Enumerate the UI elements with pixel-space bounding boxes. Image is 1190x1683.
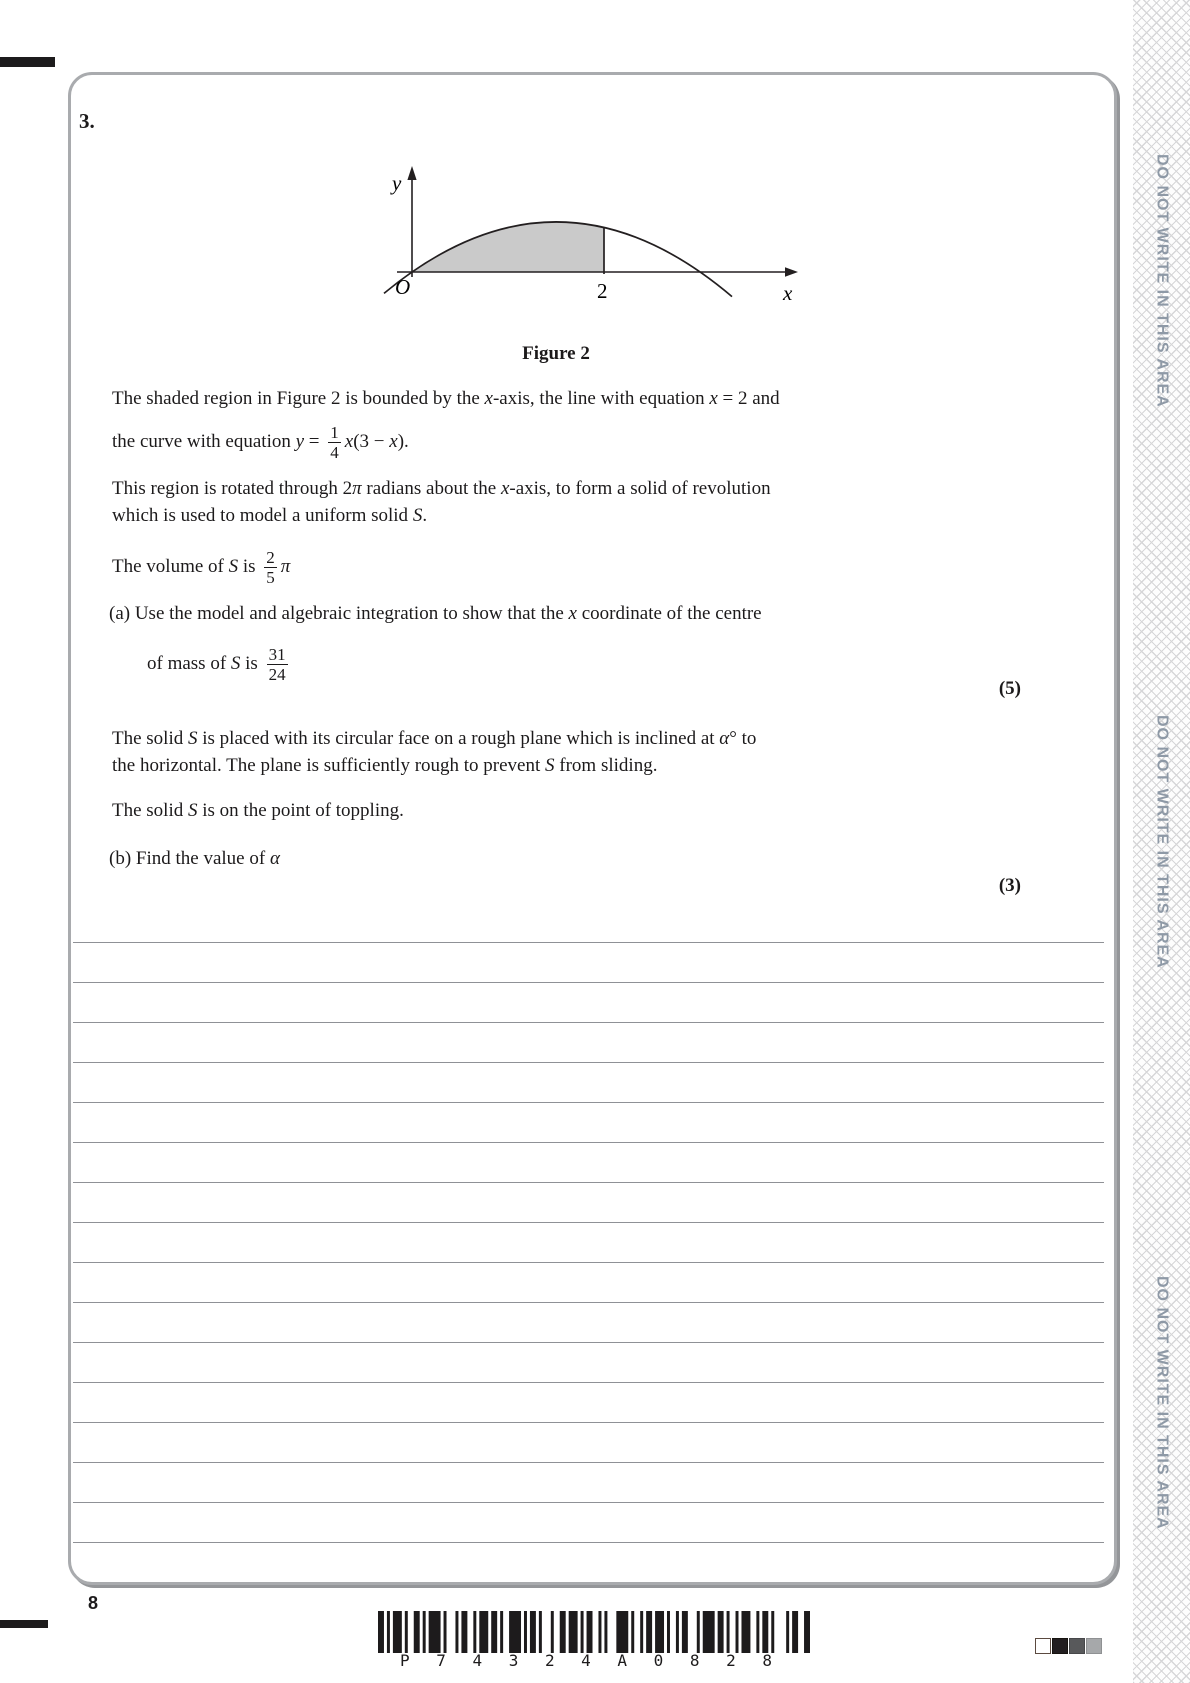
answer-line	[73, 1542, 1104, 1543]
calibration-box	[1052, 1638, 1068, 1654]
solid-paragraph-line-2: the horizontal. The plane is sufficiently rough to prevent S from sliding.	[112, 755, 658, 776]
marks-part-a: (5)	[998, 678, 1021, 699]
answer-line	[73, 1062, 1104, 1063]
registration-bar-top	[0, 57, 55, 67]
x-axis-arrowhead	[785, 267, 798, 277]
paragraph-1-line-2: the curve with equation y = $\frac{1}{4}$ x(3 − x).	[112, 423, 409, 463]
registration-bar-bottom	[0, 1620, 48, 1628]
barcode-digit: 0	[653, 1651, 664, 1670]
answer-line	[73, 1342, 1104, 1343]
barcode-digit: 2	[726, 1651, 736, 1670]
barcode-digit: 2	[544, 1651, 555, 1670]
fraction: $\frac{2}{5}$	[266, 548, 275, 588]
figure-caption: Figure 2	[522, 343, 590, 364]
volume-line: The volume of S is $\frac{2}{5}$ π	[112, 548, 291, 588]
barcode-digit: 8	[762, 1651, 772, 1670]
barcode-digit: 4	[581, 1651, 591, 1670]
fraction: $\frac{31}{24}$	[268, 645, 286, 685]
question-box	[68, 72, 1117, 1585]
barcode-digit: P	[400, 1651, 410, 1670]
barcode-digits	[400, 1651, 772, 1670]
question-number: 3.	[79, 109, 95, 133]
part-b-line: (b) Find the value of α	[109, 848, 280, 869]
answer-line	[73, 1302, 1104, 1303]
do-not-write-sidebar	[1133, 0, 1190, 1683]
answer-line	[73, 1262, 1104, 1263]
do-not-write-text-2: DO NOT WRITE IN THIS AREA	[1153, 714, 1171, 969]
answer-line	[73, 1142, 1104, 1143]
figure-2-graph	[379, 159, 799, 309]
toppling-line: The solid S is on the point of toppling.	[112, 800, 404, 821]
paragraph-1-line-1: The shaded region in Figure 2 is bounded by the x-axis, the line with equation x = 2 and	[112, 388, 780, 409]
part-a-line-1: (a) Use the model and algebraic integration to show that the x coordinate of the centre	[109, 603, 762, 624]
answer-line	[73, 1422, 1104, 1423]
calibration-box	[1035, 1638, 1051, 1654]
x-axis-label: x	[783, 281, 793, 305]
answer-line	[73, 942, 1104, 943]
figure-2	[379, 159, 799, 309]
calibration-box	[1069, 1638, 1085, 1654]
barcode-bars	[378, 1611, 810, 1653]
print-calibration-boxes	[1035, 1638, 1103, 1654]
answer-line	[73, 1022, 1104, 1023]
barcode-digit: 3	[508, 1651, 519, 1670]
answer-line	[73, 1382, 1104, 1383]
barcode-digit: 8	[689, 1651, 700, 1670]
answer-line	[73, 1102, 1104, 1103]
solid-paragraph-line-1: The solid S is placed with its circular face on a rough plane which is inclined at α° to	[112, 728, 757, 749]
fraction: $\frac{1}{4}$	[330, 423, 339, 463]
paragraph-2-line-2: which is used to model a uniform solid S.	[112, 505, 428, 526]
marks-part-b: (3)	[998, 875, 1021, 896]
do-not-write-text-1: DO NOT WRITE IN THIS AREA	[1153, 153, 1171, 408]
y-axis-label: y	[392, 171, 402, 195]
barcode-digit: 4	[472, 1651, 483, 1670]
part-a-line-2: of mass of S is $\frac{31}{24}$	[147, 645, 286, 685]
page-number: 8	[88, 1593, 99, 1613]
answer-line	[73, 1502, 1104, 1503]
y-axis-arrowhead	[407, 166, 416, 180]
shaded-region	[412, 222, 604, 272]
answer-lines	[73, 942, 1104, 1552]
barcode-digit: 7	[436, 1651, 446, 1670]
paragraph-2-line-1: This region is rotated through 2π radians about the x-axis, to form a solid of revolution	[112, 478, 771, 499]
calibration-box	[1086, 1638, 1102, 1654]
answer-line	[73, 1222, 1104, 1223]
origin-label: O	[395, 275, 411, 299]
tick-label-2: 2	[597, 279, 608, 303]
answer-line	[73, 1462, 1104, 1463]
do-not-write-text-3: DO NOT WRITE IN THIS AREA	[1153, 1275, 1171, 1530]
answer-line	[73, 1182, 1104, 1183]
barcode-digit: A	[617, 1651, 628, 1670]
answer-line	[73, 982, 1104, 983]
